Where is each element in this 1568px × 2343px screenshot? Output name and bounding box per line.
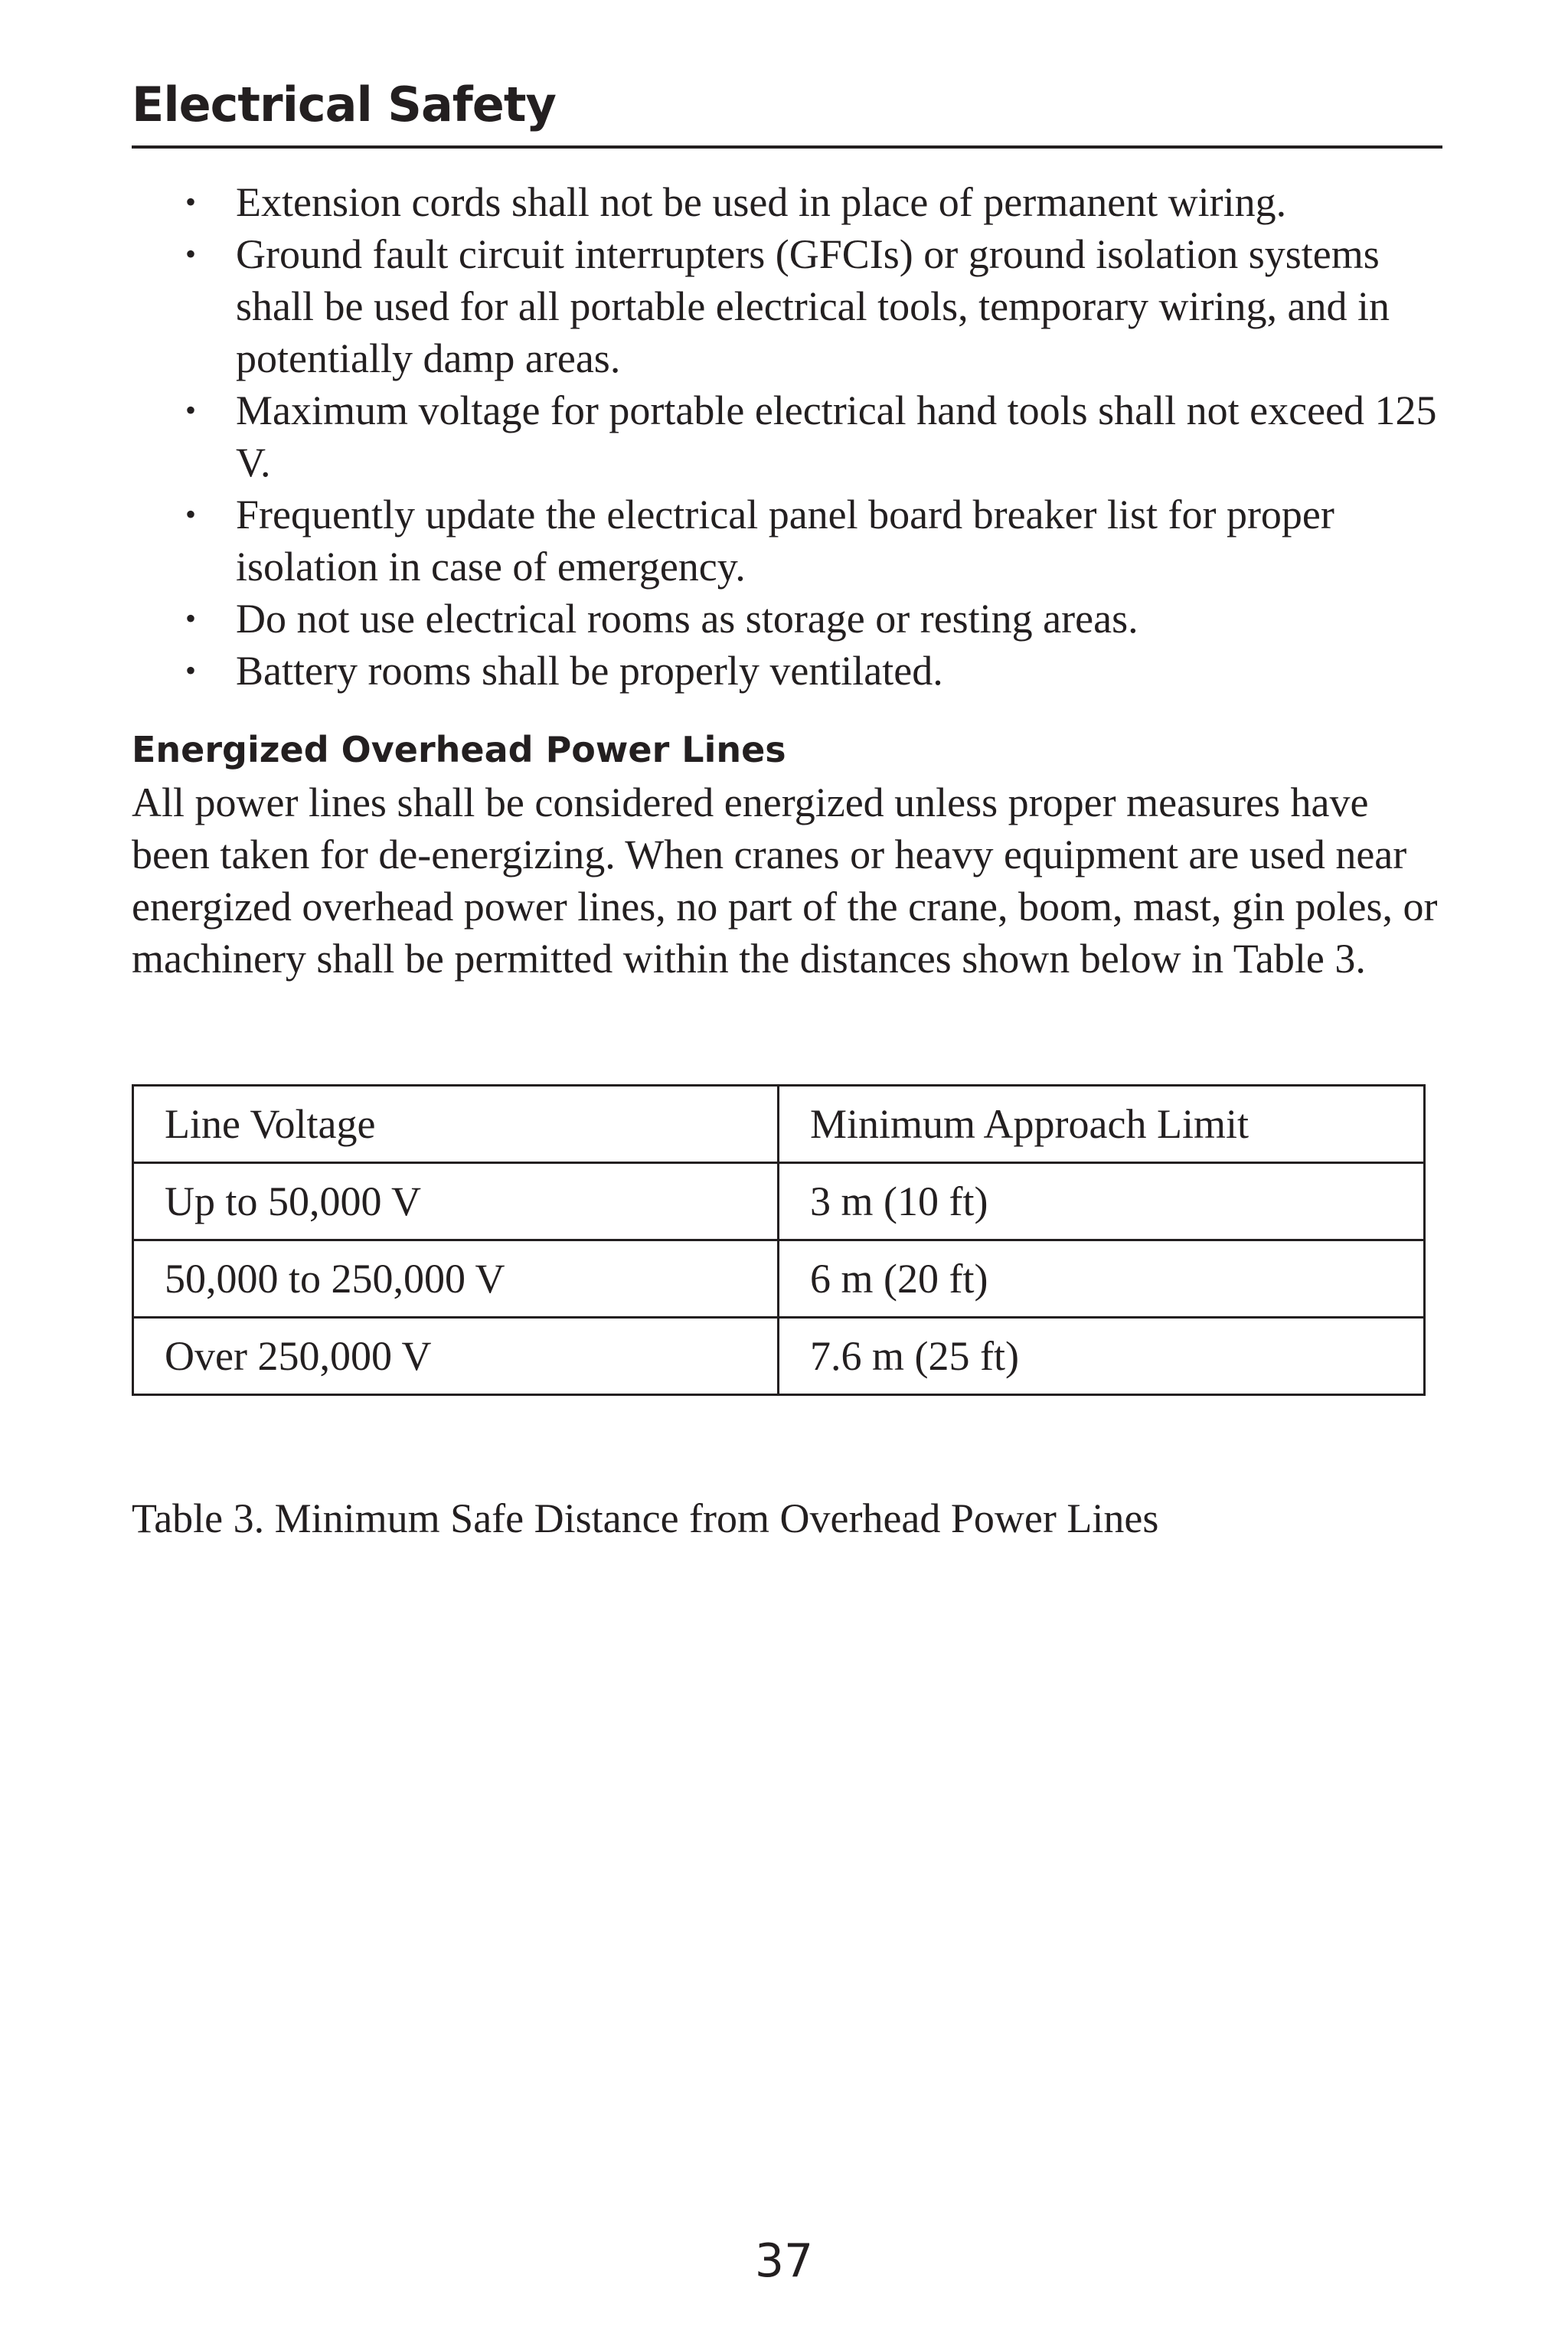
table-row	[133, 1162, 1425, 1240]
bullet-text: Maximum voltage for portable electrical hand tools shall not exceed 125 V.	[236, 387, 1437, 486]
table-cell: 50,000 to 250,000 V	[133, 1240, 779, 1317]
table-row	[133, 1240, 1425, 1317]
bullet-item	[132, 593, 1442, 645]
bullet-text: Ground fault circuit interrupters (GFCIs) or ground isolation systems shall be used for all portable electrical tools, temporary wiring, and in potentially damp areas.	[236, 231, 1390, 382]
bullet-text: Frequently update the electrical panel board breaker list for proper isolation in case of emergency.	[236, 492, 1334, 590]
bullet-list	[132, 176, 1442, 697]
bullet-glyph: •	[185, 601, 197, 636]
bullet-glyph: •	[185, 497, 197, 532]
document-page	[132, 77, 1442, 1544]
table-header-cell: Minimum Approach Limit	[779, 1085, 1425, 1162]
table-cell: Over 250,000 V	[133, 1317, 779, 1394]
bullet-glyph: •	[185, 237, 197, 272]
table-header-row	[133, 1085, 1425, 1162]
table-row	[133, 1317, 1425, 1394]
bullet-text: Battery rooms shall be properly ventilated.	[236, 648, 943, 694]
bullet-glyph: •	[185, 185, 197, 220]
bullet-glyph: •	[185, 653, 197, 688]
bullet-text: Do not use electrical rooms as storage or resting areas.	[236, 596, 1138, 642]
table-header-cell: Line Voltage	[133, 1085, 779, 1162]
bullet-item	[132, 176, 1442, 228]
bullet-item	[132, 228, 1442, 384]
table-cell: 7.6 m (25 ft)	[779, 1317, 1425, 1394]
table-cell: 6 m (20 ft)	[779, 1240, 1425, 1317]
table-cell: 3 m (10 ft)	[779, 1162, 1425, 1240]
page-number: 37	[754, 2234, 814, 2288]
page-title: Electrical Safety	[132, 77, 556, 132]
table-caption: Table 3. Minimum Safe Distance from Overhead Power Lines	[132, 1495, 1159, 1541]
bullet-item	[132, 384, 1442, 489]
title-rule	[132, 145, 1442, 149]
bullet-glyph: •	[185, 393, 197, 428]
table-cell: Up to 50,000 V	[133, 1162, 779, 1240]
approach-limit-table	[132, 1084, 1426, 1396]
bullet-item	[132, 489, 1442, 593]
section-heading: Energized Overhead Power Lines	[132, 729, 786, 771]
bullet-item	[132, 645, 1442, 697]
section-paragraph: All power lines shall be considered energized unless proper measures have been taken for de-energizing. When cranes or heavy equipment are used near energized overhead power lines, no part of the crane, boom, mast, gin poles, or machinery shall be permitted within the distances shown below in Table 3.	[132, 779, 1438, 982]
bullet-text: Extension cords shall not be used in place of permanent wiring.	[236, 179, 1287, 226]
